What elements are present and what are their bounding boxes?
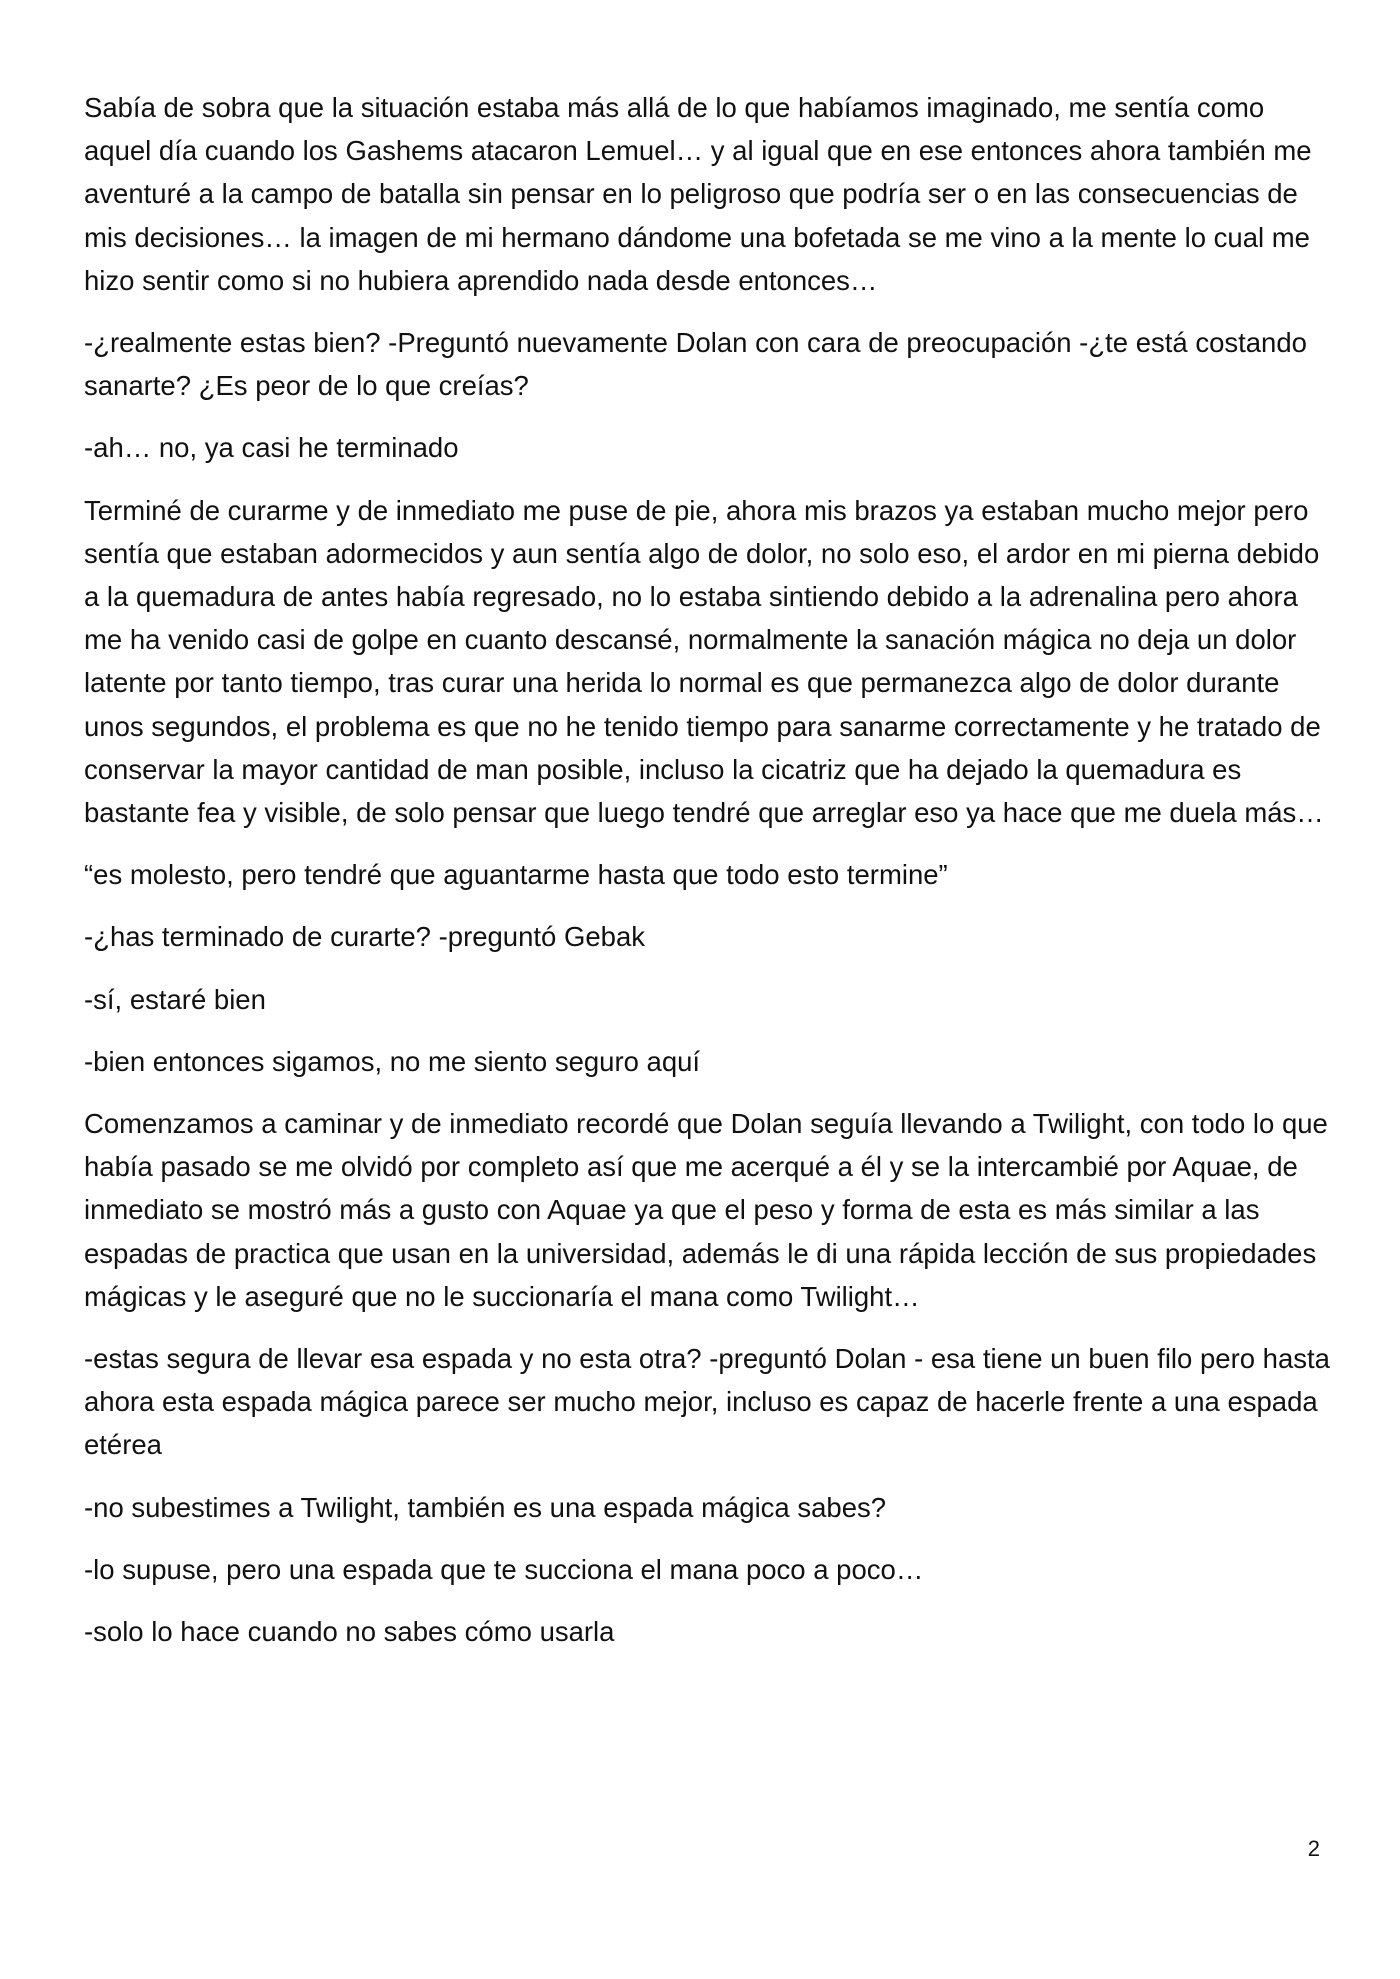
paragraph: Terminé de curarme y de inmediato me puse de pie, ahora mis brazos ya estaban mucho mejor pero sentía que estaban adormecidos y aun sentía algo de dolor, no solo eso, el ardor en mi pierna debido a la quemadura de antes había regresado, no lo estaba sintiendo debido a la adrenalina pero ahora me ha venido casi de golpe en cuanto descansé, normalmente la sanación mágica no deja un dolor latente por tanto tiempo, tras curar una herida lo normal es que permanezca algo de dolor durante unos segundos, el problema es que no he tenido tiempo para sanarme correctamente y he tratado de conservar la mayor cantidad de man posible, incluso la cicatriz que ha dejado la quemadura es bastante fea y visible, de solo pensar que luego tendré que arreglar eso ya hace que me duela más… [84,494,1324,829]
dialogue-line: -estas segura de llevar esa espada y no esta otra? -preguntó Dolan - esa tiene un buen filo pero hasta ahora esta espada mágica parece ser mucho mejor, incluso es capaz de hacerle frente a una espada etérea [84,1343,1330,1461]
page-number: 2 [1307,1836,1320,1861]
dialogue-line: -¿realmente estas bien? -Preguntó nuevamente Dolan con cara de preocupación -¿te está costando sanarte? ¿Es peor de lo que creías? [84,327,1307,402]
paragraph: Sabía de sobra que la situación estaba más allá de lo que habíamos imaginado, me sentía como aquel día cuando los Gashems atacaron Lemuel… y al igual que en ese entonces ahora también me aventuré a la campo de batalla sin pensar en lo peligroso que podría ser o en las consecuencias de mis decisiones… la imagen de mi hermano dándome una bofetada se me vino a la mente lo cual me hizo sentir como si no hubiera aprendido nada desde entonces… [84,92,1312,296]
dialogue-line: -no subestimes a Twilight, también es una espada mágica sabes? [84,1491,887,1523]
dialogue-line: -¿has terminado de curarte? -preguntó Gebak [84,921,645,953]
body-text [84,86,1334,1672]
dialogue-line: -sí, estaré bien [84,983,266,1015]
dialogue-line: -ah… no, ya casi he terminado [84,432,459,464]
dialogue-line: -lo supuse, pero una espada que te succiona el mana poco a poco… [84,1553,924,1585]
thought-line: “es molesto, pero tendré que aguantarme hasta que todo esto termine” [84,859,948,891]
paragraph: Comenzamos a caminar y de inmediato recordé que Dolan seguía llevando a Twilight, con todo lo que había pasado se me olvidó por completo así que me acerqué a él y se la intercambié por Aquae, de inmediato se mostró más a gusto con Aquae ya que el peso y forma de esta es más similar a las espadas de practica que usan en la universidad, además le di una rápida lección de sus propiedades mágicas y le aseguré que no le succionaría el mana como Twilight… [84,1108,1328,1312]
dialogue-line: -solo lo hace cuando no sabes cómo usarla [84,1616,615,1648]
dialogue-line: -bien entonces sigamos, no me siento seguro aquí [84,1045,701,1077]
